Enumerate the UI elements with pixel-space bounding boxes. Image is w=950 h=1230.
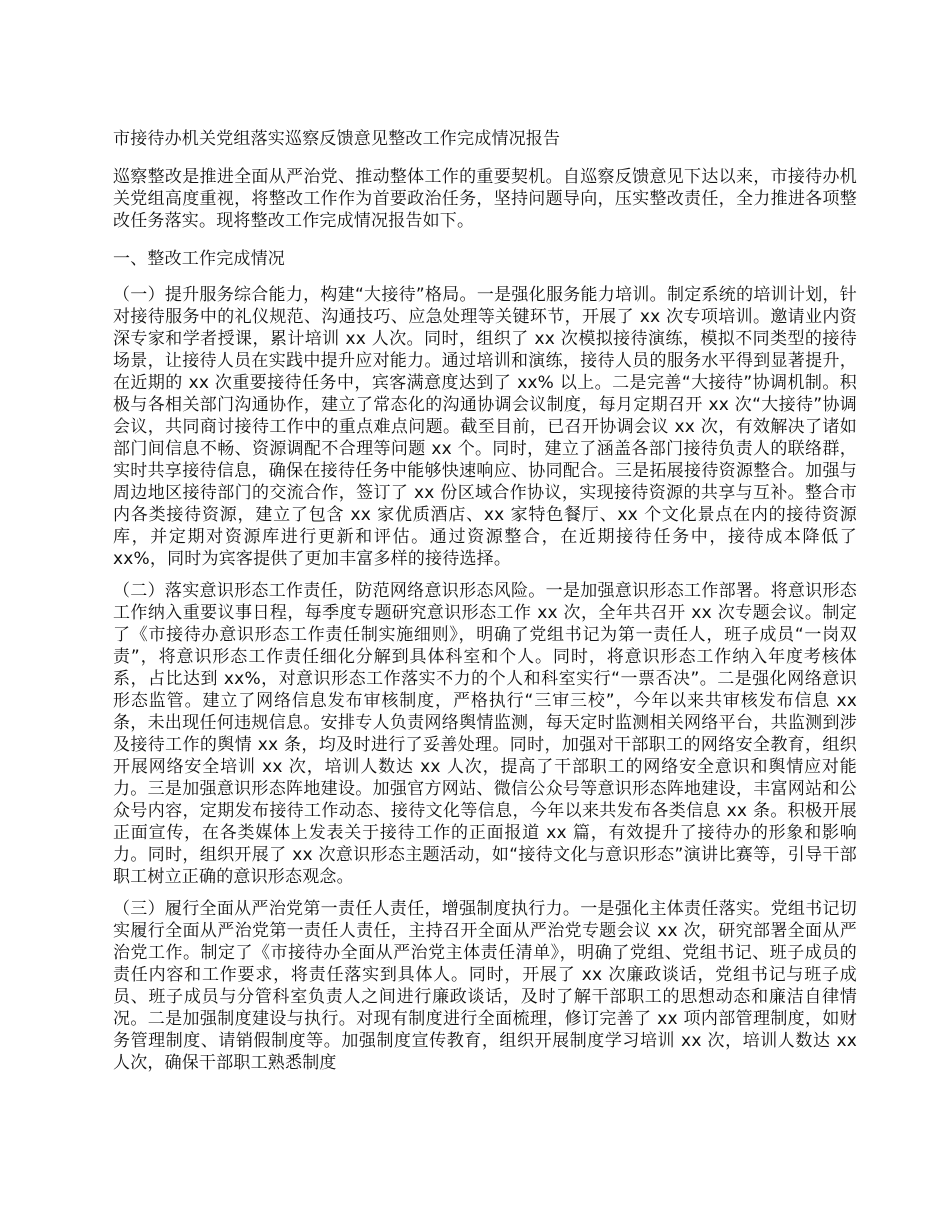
document-page	[113, 126, 857, 1084]
paragraph-party-governance: （三）履行全面从严治党第一责任人责任，增强制度执行力。一是强化主体责任落实。党组书记切实履行全面从严治党第一责任人责任，主持召开全面从严治党专题会议 xx 次，研究部署全面从严治党工作。制定了《市接待办全面从严治党主体责任清单》，明确了党组、党组书记、班子成员的责任内容和工作要求，将责任落实到具体人。同时，开展了 xx 次廉政谈话，党组书记与班子成员、班子成员与分管科室负责人之间进行廉政谈话，及时了解干部职工的思想动态和廉洁自律情况。二是加强制度建设与执行。对现有制度进行全面梳理，修订完善了 xx 项内部管理制度，如财务管理制度、请销假制度等。加强制度宣传教育，组织开展制度学习培训 xx 次，培训人数达 xx 人次，确保干部职工熟悉制度	[113, 899, 857, 1073]
document-title: 市接待办机关党组落实巡察反馈意见整改工作完成情况报告	[113, 129, 561, 149]
paragraph-ideology-responsibility: （二）落实意识形态工作责任，防范网络意识形态风险。一是加强意识形态工作部署。将意识形态工作纳入重要议事日程，每季度专题研究意识形态工作 xx 次，全年共召开 xx 次专题会议。制定了《市接待办意识形态工作责任制实施细则》，明确了党组书记为第一责任人，班子成员“一岗双责”，将意识形态工作责任细化分解到具体科室和个人。同时，将意识形态工作纳入年度考核体系，占比达到 xx%，对意识形态工作落实不力的个人和科室实行“一票否决”。二是强化网络意识形态监管。建立了网络信息发布审核制度，严格执行“三审三校”，今年以来共审核发布信息 xx 条，未出现任何违规信息。安排专人负责网络舆情监测，每天定时监测相关网络平台，共监测到涉及接待工作的舆情 xx 条，均及时进行了妥善处理。同时，加强对干部职工的网络安全教育，组织开展网络安全培训 xx 次，培训人数达 xx 人次，提高了干部职工的网络安全意识和舆情应对能力。三是加强意识形态阵地建设。加强官方网站、微信公众号等意识形态阵地建设，丰富网站和公众号内容，定期发布接待工作动态、接待文化等信息，今年以来共发布各类信息 xx 条。积极开展正面宣传，在各类媒体上发表关于接待工作的正面报道 xx 篇，有效提升了接待办的形象和影响力。同时，组织开展了 xx 次意识形态主题活动，如“接待文化与意识形态”演讲比赛等，引导干部职工树立正确的意识形态观念。	[113, 581, 857, 887]
paragraph-service-capability: （一）提升服务综合能力，构建“大接待”格局。一是强化服务能力培训。制定系统的培训计划，针对接待服务中的礼仪规范、沟通技巧、应急处理等关键环节，开展了 xx 次专项培训。邀请业内资深专家和学者授课，累计培训 xx 人次。同时，组织了 xx 次模拟接待演练，模拟不同类型的接待场景，让接待人员在实践中提升应对能力。通过培训和演练，接待人员的服务水平得到显著提升，在近期的 xx 次重要接待任务中，宾客满意度达到了 xx% 以上。二是完善“大接待”协调机制。积极与各相关部门沟通协作，建立了常态化的沟通协调会议制度，每月定期召开 xx 次“大接待”协调会议，共同商讨接待工作中的重点难点问题。截至目前，已召开协调会议 xx 次，有效解决了诸如部门间信息不畅、资源调配不合理等问题 xx 个。同时，建立了涵盖各部门接待负责人的联络群，实时共享接待信息，确保在接待任务中能够快速响应、协同配合。三是拓展接待资源整合。加强与周边地区接待部门的交流合作，签订了 xx 份区域合作协议，实现接待资源的共享与互补。整合市内各类接待资源，建立了包含 xx 家优质酒店、xx 家特色餐厅、xx 个文化景点在内的接待资源库，并定期对资源库进行更新和评估。通过资源整合，在近期接待任务中，接待成本降低了 xx%，同时为宾客提供了更加丰富多样的接待选择。	[113, 285, 857, 569]
section-heading: 一、整改工作完成情况	[113, 249, 285, 269]
intro-paragraph: 巡察整改是推进全面从严治党、推动整体工作的重要契机。自巡察反馈意见下达以来，市接待办机关党组高度重视，将整改工作作为首要政治任务，坚持问题导向，压实整改责任，全力推进各项整改任务落实。现将整改工作完成情况报告如下。	[113, 167, 857, 231]
